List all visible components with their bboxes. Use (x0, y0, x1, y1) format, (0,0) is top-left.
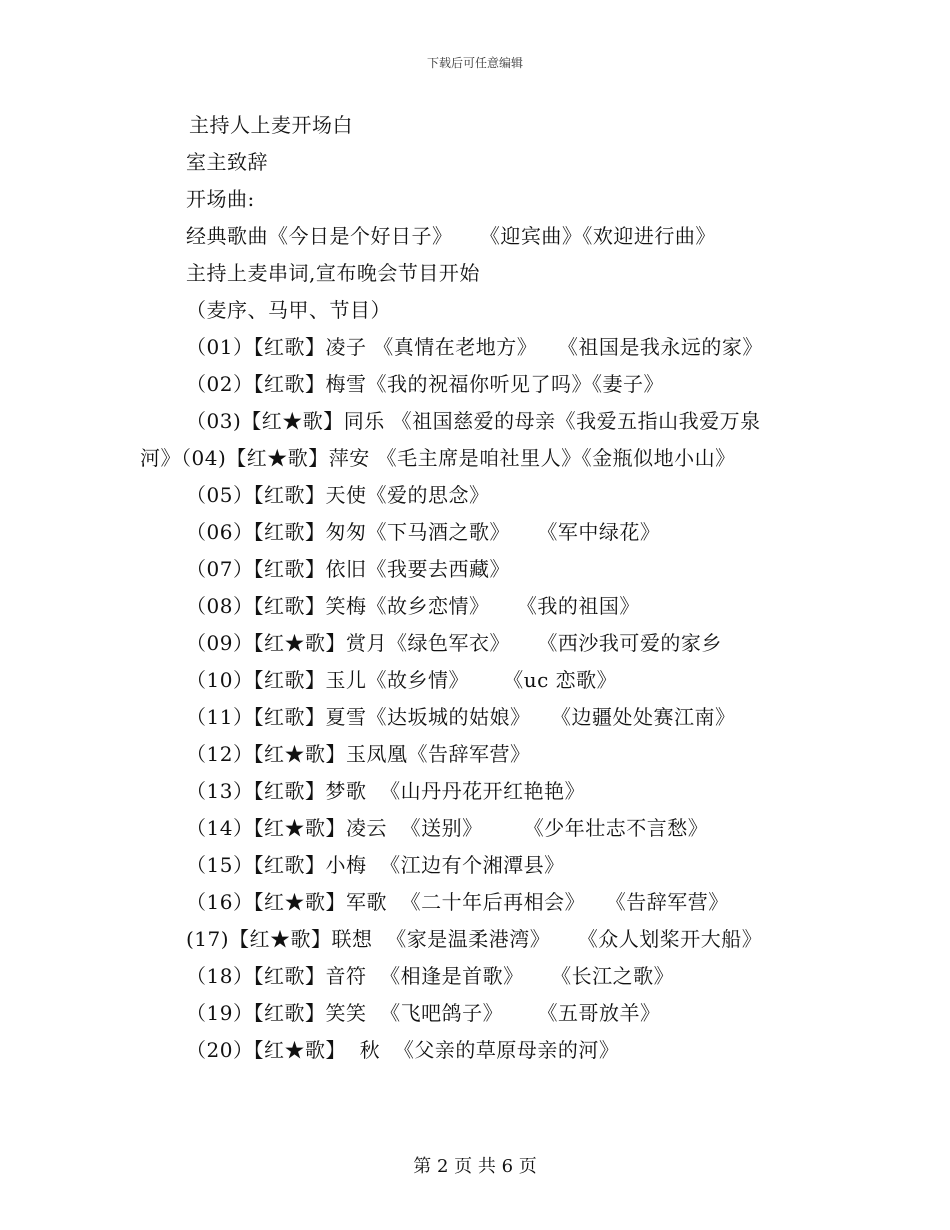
program-item: （11）【红歌】夏雪《达坂城的姑娘》 《边疆处处赛江南》 (186, 705, 736, 729)
intro-line-mic-order: （麦序、马甲、节目） (186, 298, 391, 322)
program-item: 河》（04)【红★歌】萍安 《毛主席是咱社里人》《金瓶似地小山》 (140, 446, 736, 470)
program-item: （10）【红歌】玉儿《故乡情》 《uc 恋歌》 (186, 668, 618, 692)
intro-line-host-opening: 主持人上麦开场白 (189, 113, 353, 137)
program-item: （20）【红★歌】 秋 《父亲的草原母亲的河》 (186, 1038, 620, 1062)
intro-line-classic-songs: 经典歌曲《今日是个好日子》 《迎宾曲》《欢迎进行曲》 (186, 224, 716, 248)
program-item: (17)【红★歌】联想 《家是温柔港湾》 《众人划桨开大船》 (186, 927, 763, 951)
page-header: 下载后可任意编辑 (426, 56, 523, 70)
program-item: （13）【红歌】梦歌 《山丹丹花开红艳艳》 (186, 779, 586, 803)
page-footer: 第 2 页 共 6 页 (413, 1156, 537, 1177)
program-item: （06）【红歌】匆匆《下马酒之歌》 《军中绿花》 (186, 520, 661, 544)
program-item: （09）【红★歌】赏月《绿色军衣》 《西沙我可爱的家乡 (186, 631, 722, 655)
program-item: （02）【红歌】梅雪《我的祝福你听见了吗》《妻子》 (186, 372, 664, 396)
program-item: （07）【红歌】依旧《我要去西藏》 (186, 557, 510, 581)
program-item: （19）【红歌】笑笑 《飞吧鸽子》 《五哥放羊》 (186, 1001, 661, 1025)
program-item: （08）【红歌】笑梅《故乡恋情》 《我的祖国》 (186, 594, 640, 618)
program-item: （05）【红歌】天使《爱的思念》 (186, 483, 490, 507)
program-item: （15）【红歌】小梅 《江边有个湘潭县》 (186, 853, 565, 877)
intro-line-program-start: 主持上麦串词,宣布晚会节目开始 (186, 261, 480, 285)
program-item: （03)【红★歌】同乐 《祖国慈爱的母亲《我爱五指山我爱万泉 (186, 409, 761, 433)
program-item: （16）【红★歌】军歌 《二十年后再相会》 《告辞军营》 (186, 890, 729, 914)
program-item: （18）【红歌】音符 《相逢是首歌》 《长江之歌》 (186, 964, 675, 988)
intro-line-room-speech: 室主致辞 (186, 150, 268, 174)
intro-line-opening-song: 开场曲: (186, 187, 255, 211)
program-item: （01）【红歌】凌子 《真情在老地方》 《祖国是我永远的家》 (186, 335, 763, 359)
program-item: （12）【红★歌】玉凤凰《告辞军营》 (186, 742, 531, 766)
program-item: （14）【红★歌】凌云 《送别》 《少年壮志不言愁》 (186, 816, 709, 840)
